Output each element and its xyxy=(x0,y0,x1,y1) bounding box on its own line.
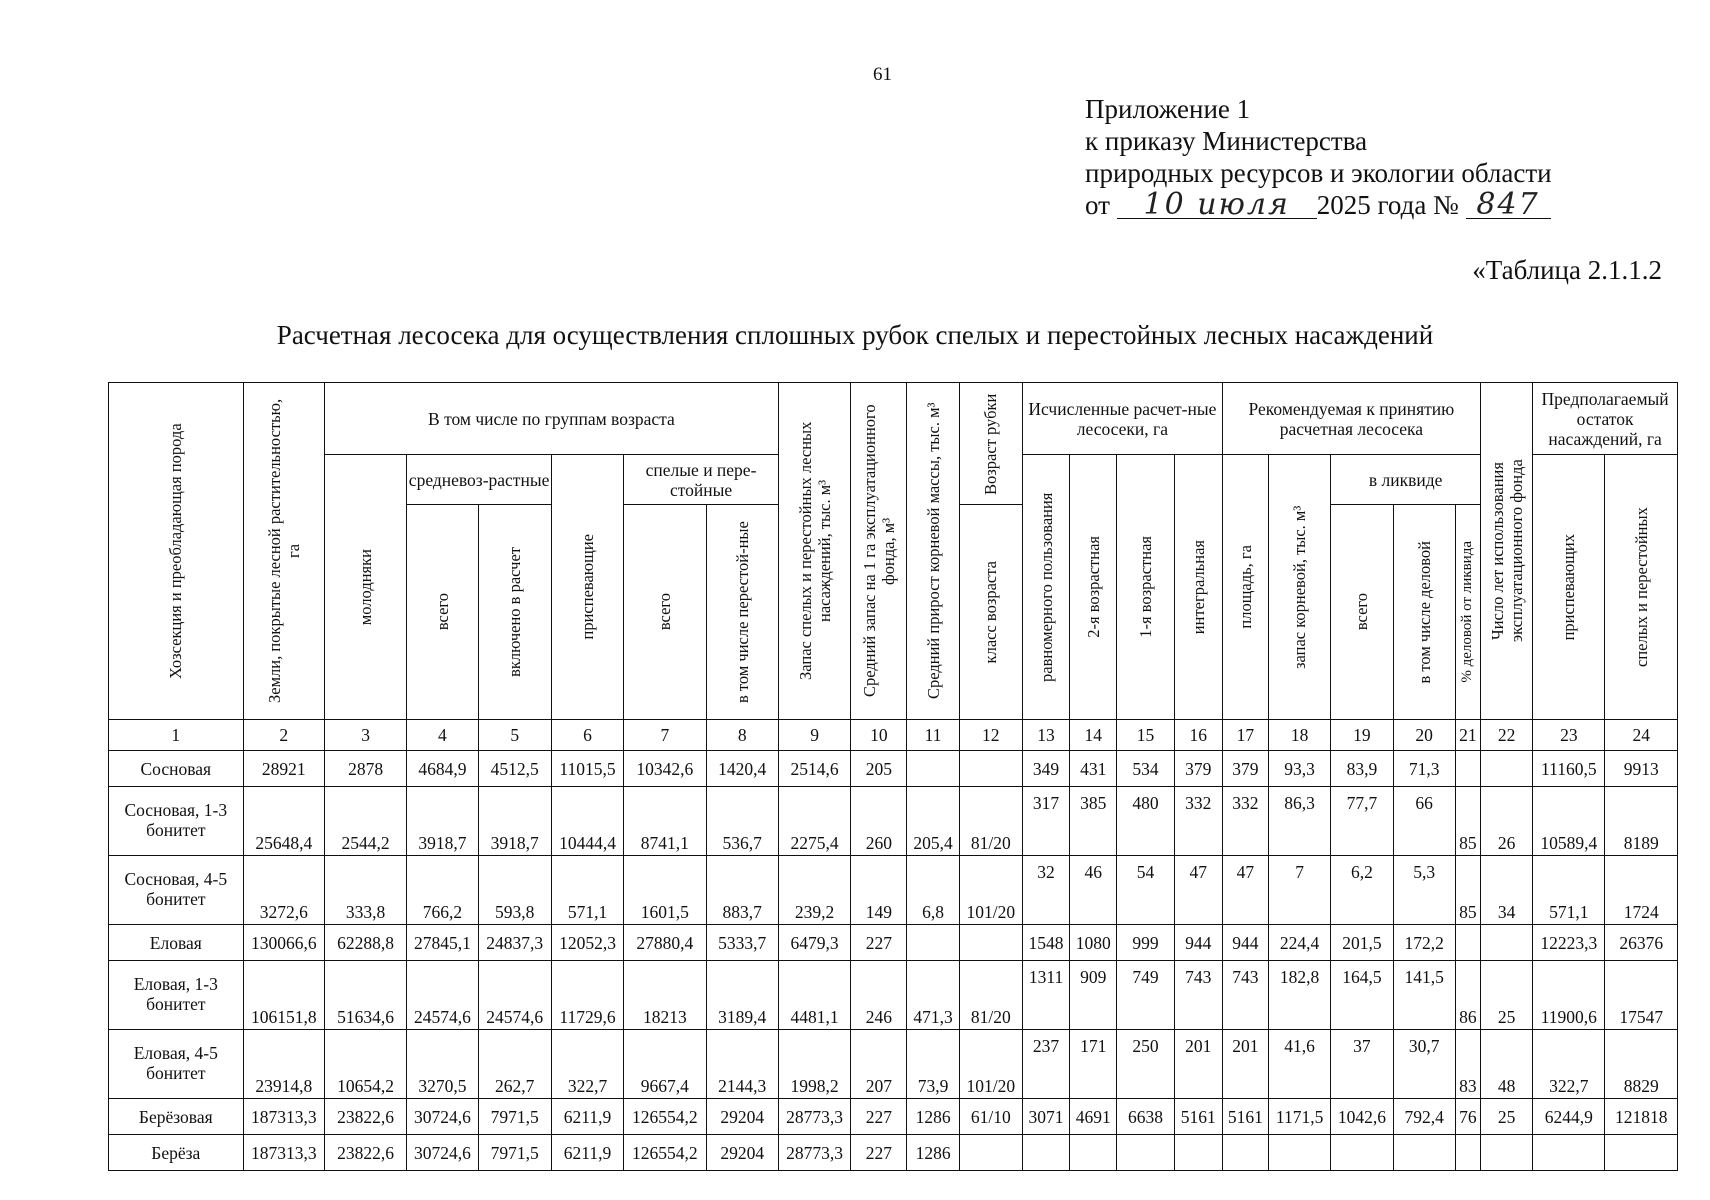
col-number: 13 xyxy=(1022,720,1069,751)
cell-col-5: 24837,3 xyxy=(478,925,551,961)
cell-col-22: 48 xyxy=(1480,1030,1532,1099)
cell-col-16: 743 xyxy=(1174,961,1222,1030)
cell-col-14: 46 xyxy=(1070,856,1117,925)
cell-col-3: 10654,2 xyxy=(324,1030,406,1099)
appendix-line-1: Приложение 1 xyxy=(1085,94,1251,124)
cell-col-10: 149 xyxy=(851,856,907,925)
cell-col-20: 172,2 xyxy=(1393,925,1455,961)
cell-col-22: 26 xyxy=(1480,787,1532,856)
cell-col-2: 25648,4 xyxy=(243,787,324,856)
cell-col-17: 332 xyxy=(1222,787,1268,856)
cell-col-5: 3918,7 xyxy=(478,787,551,856)
header-forest-land: Земли, покрытые лесной растительностью, га xyxy=(243,383,324,720)
cell-col-20: 66 xyxy=(1393,787,1455,856)
cell-col-8: 536,7 xyxy=(706,787,778,856)
table-row xyxy=(109,856,1678,925)
cell-col-19: 77,7 xyxy=(1331,787,1393,856)
cell-col-3: 2878 xyxy=(324,751,406,787)
cell-col-19: 1042,6 xyxy=(1331,1099,1393,1135)
cell-col-13 xyxy=(1022,1135,1069,1171)
cell-col-9: 28773,3 xyxy=(778,1099,850,1135)
col-number: 17 xyxy=(1222,720,1268,751)
cell-col-8: 3189,4 xyxy=(706,961,778,1030)
cell-col-2: 187313,3 xyxy=(243,1135,324,1171)
cell-col-14: 385 xyxy=(1070,787,1117,856)
cell-col-23: 12223,3 xyxy=(1533,925,1605,961)
cell-col-5: 593,8 xyxy=(478,856,551,925)
row-species: Берёзовая xyxy=(109,1099,244,1135)
cell-col-6: 571,1 xyxy=(551,856,623,925)
cell-col-11: 205,4 xyxy=(907,787,959,856)
header-species: Хозсекция и преобладающая порода xyxy=(109,383,244,720)
cell-col-18: 7 xyxy=(1268,856,1330,925)
header-liquid-total: всего xyxy=(1331,505,1393,720)
header-maturing: приспевающие xyxy=(551,455,623,720)
col-number: 15 xyxy=(1117,720,1174,751)
cell-col-11: 1286 xyxy=(907,1099,959,1135)
appendix-line-3: природных ресурсов и экологии области xyxy=(1085,158,1552,188)
header-second-age: 2-я возрастная xyxy=(1070,455,1117,720)
cell-col-3: 51634,6 xyxy=(324,961,406,1030)
cell-col-8: 29204 xyxy=(706,1099,778,1135)
cell-col-22 xyxy=(1480,751,1532,787)
table-row xyxy=(109,1030,1678,1099)
header-integral: интегральная xyxy=(1174,455,1222,720)
cell-col-7: 9667,4 xyxy=(624,1030,706,1099)
page-number: 61 xyxy=(873,64,892,85)
cell-col-8: 29204 xyxy=(706,1135,778,1171)
header-middle-aged: средневоз-растные xyxy=(407,455,552,505)
cell-col-17: 379 xyxy=(1222,751,1268,787)
cell-col-18: 93,3 xyxy=(1268,751,1330,787)
cell-col-2: 187313,3 xyxy=(243,1099,324,1135)
col-number: 9 xyxy=(778,720,850,751)
cell-col-24: 121818 xyxy=(1605,1099,1678,1135)
cell-col-23: 10589,4 xyxy=(1533,787,1605,856)
header-years-of-use: Число лет использования эксплуатационного фонда xyxy=(1480,383,1532,720)
cell-col-11 xyxy=(907,751,959,787)
cell-col-3: 23822,6 xyxy=(324,1099,406,1135)
cell-col-12: 101/20 xyxy=(959,1030,1022,1099)
cell-col-21: 86 xyxy=(1455,961,1480,1030)
cell-col-12 xyxy=(959,751,1022,787)
cell-col-9: 6479,3 xyxy=(778,925,850,961)
cell-col-4: 30724,6 xyxy=(407,1135,478,1171)
cell-col-3: 333,8 xyxy=(324,856,406,925)
cell-col-5: 262,7 xyxy=(478,1030,551,1099)
cell-col-16: 332 xyxy=(1174,787,1222,856)
document-title: Расчетная лесосека для осуществления сплошных рубок спелых и перестойных лесных насаждений xyxy=(276,320,1434,350)
cell-col-15 xyxy=(1117,1135,1174,1171)
cell-col-16: 944 xyxy=(1174,925,1222,961)
cutting-area-table xyxy=(108,382,1678,1171)
cell-col-9: 2275,4 xyxy=(778,787,850,856)
header-middle-included: включено в расчет xyxy=(478,505,551,720)
cell-col-23: 11160,5 xyxy=(1533,751,1605,787)
col-number: 7 xyxy=(624,720,706,751)
table-row xyxy=(109,961,1678,1030)
cell-col-20 xyxy=(1393,1135,1455,1171)
header-uniform-use: равномерного пользования xyxy=(1022,455,1069,720)
cell-col-17: 47 xyxy=(1222,856,1268,925)
col-number: 16 xyxy=(1174,720,1222,751)
cell-col-21: 83 xyxy=(1455,1030,1480,1099)
cell-col-4: 4684,9 xyxy=(407,751,478,787)
cell-col-10: 260 xyxy=(851,787,907,856)
cell-col-22: 34 xyxy=(1480,856,1532,925)
handwritten-number: 847 xyxy=(1466,192,1551,219)
cell-col-7: 8741,1 xyxy=(624,787,706,856)
cell-col-4: 30724,6 xyxy=(407,1099,478,1135)
cell-col-23: 571,1 xyxy=(1533,856,1605,925)
col-number: 4 xyxy=(407,720,478,751)
header-remain-maturing: приспевающих xyxy=(1533,455,1605,720)
cell-col-21: 85 xyxy=(1455,856,1480,925)
cell-col-21: 85 xyxy=(1455,787,1480,856)
cell-col-8: 5333,7 xyxy=(706,925,778,961)
appendix-date-line xyxy=(1085,189,1552,221)
col-number: 23 xyxy=(1533,720,1605,751)
cell-col-15: 6638 xyxy=(1117,1099,1174,1135)
cell-col-6: 6211,9 xyxy=(551,1099,623,1135)
cell-col-10: 246 xyxy=(851,961,907,1030)
cell-col-8: 1420,4 xyxy=(706,751,778,787)
cell-col-22: 25 xyxy=(1480,961,1532,1030)
col-number: 22 xyxy=(1480,720,1532,751)
cell-col-5: 7971,5 xyxy=(478,1135,551,1171)
header-root-stock: запас корневой, тыс. м³ xyxy=(1268,455,1330,720)
cell-col-9: 28773,3 xyxy=(778,1135,850,1171)
cell-col-15: 250 xyxy=(1117,1030,1174,1099)
cell-col-21 xyxy=(1455,751,1480,787)
header-first-age: 1-я возрастная xyxy=(1117,455,1174,720)
cell-col-17 xyxy=(1222,1135,1268,1171)
cell-col-24: 9913 xyxy=(1605,751,1678,787)
cell-col-5: 24574,6 xyxy=(478,961,551,1030)
cell-col-2: 28921 xyxy=(243,751,324,787)
cell-col-7: 27880,4 xyxy=(624,925,706,961)
cell-col-14: 171 xyxy=(1070,1030,1117,1099)
cell-col-4: 3270,5 xyxy=(407,1030,478,1099)
cell-col-19 xyxy=(1331,1135,1393,1171)
cell-col-7: 18213 xyxy=(624,961,706,1030)
cell-col-5: 7971,5 xyxy=(478,1099,551,1135)
cell-col-12 xyxy=(959,1135,1022,1171)
cell-col-13: 1311 xyxy=(1022,961,1069,1030)
cell-col-6: 11015,5 xyxy=(551,751,623,787)
table-label: «Таблица 2.1.1.2 xyxy=(1472,255,1662,285)
col-number: 24 xyxy=(1605,720,1678,751)
header-cutting-age: Возраст рубки xyxy=(959,383,1022,505)
table-row xyxy=(109,1135,1678,1171)
col-number: 10 xyxy=(851,720,907,751)
header-calculated-areas: Исчисленные расчет-ные лесосеки, га xyxy=(1022,383,1222,455)
cell-col-21 xyxy=(1455,1135,1480,1171)
cell-col-12 xyxy=(959,925,1022,961)
cell-col-7: 126554,2 xyxy=(624,1135,706,1171)
cell-col-20: 71,3 xyxy=(1393,751,1455,787)
cell-col-19: 201,5 xyxy=(1331,925,1393,961)
cell-col-19: 83,9 xyxy=(1331,751,1393,787)
header-middle-total: всего xyxy=(407,505,478,720)
cell-col-24: 1724 xyxy=(1605,856,1678,925)
cell-col-9: 4481,1 xyxy=(778,961,850,1030)
cell-col-24: 8829 xyxy=(1605,1030,1678,1099)
table-row xyxy=(109,751,1678,787)
cell-col-15: 534 xyxy=(1117,751,1174,787)
cell-col-20: 141,5 xyxy=(1393,961,1455,1030)
cell-col-24: 26376 xyxy=(1605,925,1678,961)
cell-col-20: 792,4 xyxy=(1393,1099,1455,1135)
cell-col-10: 227 xyxy=(851,1135,907,1171)
header-mature-stock: Запас спелых и перестойных лесных насаждений, тыс. м³ xyxy=(778,383,850,720)
cell-col-6: 6211,9 xyxy=(551,1135,623,1171)
cell-col-6: 11729,6 xyxy=(551,961,623,1030)
cell-col-19: 164,5 xyxy=(1331,961,1393,1030)
cell-col-15: 480 xyxy=(1117,787,1174,856)
cell-col-3: 62288,8 xyxy=(324,925,406,961)
cell-col-21: 76 xyxy=(1455,1099,1480,1135)
table-row xyxy=(109,925,1678,961)
cell-col-17: 944 xyxy=(1222,925,1268,961)
cell-col-10: 227 xyxy=(851,1099,907,1135)
cell-col-15: 749 xyxy=(1117,961,1174,1030)
header-remain-mature: спелых и перестойных xyxy=(1605,455,1678,720)
cell-col-12: 81/20 xyxy=(959,961,1022,1030)
cell-col-24: 8189 xyxy=(1605,787,1678,856)
cell-col-4: 3918,7 xyxy=(407,787,478,856)
cell-col-19: 37 xyxy=(1331,1030,1393,1099)
cell-col-14: 909 xyxy=(1070,961,1117,1030)
cell-col-20: 30,7 xyxy=(1393,1030,1455,1099)
cell-col-13: 32 xyxy=(1022,856,1069,925)
cell-col-13: 237 xyxy=(1022,1030,1069,1099)
header-liquid-business: в том числе деловой xyxy=(1393,505,1455,720)
cell-col-7: 126554,2 xyxy=(624,1099,706,1135)
cell-col-22 xyxy=(1480,1135,1532,1171)
cell-col-24: 17547 xyxy=(1605,961,1678,1030)
col-number: 1 xyxy=(109,720,244,751)
cell-col-2: 130066,6 xyxy=(243,925,324,961)
cell-col-12: 61/10 xyxy=(959,1099,1022,1135)
cell-col-23: 322,7 xyxy=(1533,1030,1605,1099)
cell-col-11: 471,3 xyxy=(907,961,959,1030)
cell-col-21 xyxy=(1455,925,1480,961)
header-age-groups: В том числе по группам возраста xyxy=(324,383,778,455)
appendix-line-2: к приказу Министерства xyxy=(1085,126,1368,156)
col-number: 3 xyxy=(324,720,406,751)
col-number: 18 xyxy=(1268,720,1330,751)
header-area-ha: площадь, га xyxy=(1222,455,1268,720)
cell-col-24 xyxy=(1605,1135,1678,1171)
cell-col-2: 23914,8 xyxy=(243,1030,324,1099)
col-number: 2 xyxy=(243,720,324,751)
cell-col-17: 201 xyxy=(1222,1030,1268,1099)
cell-col-9: 2514,6 xyxy=(778,751,850,787)
cell-col-8: 2144,3 xyxy=(706,1030,778,1099)
handwritten-date: 10 июля xyxy=(1117,192,1317,219)
row-species: Сосновая, 4-5 бонитет xyxy=(109,856,244,925)
row-species: Еловая, 1-3 бонитет xyxy=(109,961,244,1030)
row-species: Еловая, 4-5 бонитет xyxy=(109,1030,244,1099)
header-avg-growth: Средний прирост корневой массы, тыс. м³ xyxy=(907,383,959,720)
cell-col-22: 25 xyxy=(1480,1099,1532,1135)
cell-col-16: 379 xyxy=(1174,751,1222,787)
col-number: 21 xyxy=(1455,720,1480,751)
table-row xyxy=(109,1099,1678,1135)
cell-col-13: 3071 xyxy=(1022,1099,1069,1135)
cell-col-17: 5161 xyxy=(1222,1099,1268,1135)
col-number: 5 xyxy=(478,720,551,751)
col-number: 12 xyxy=(959,720,1022,751)
cell-col-15: 999 xyxy=(1117,925,1174,961)
header-young: молодняки xyxy=(324,455,406,720)
data-rows xyxy=(109,751,1678,1171)
cell-col-14: 1080 xyxy=(1070,925,1117,961)
cell-col-10: 207 xyxy=(851,1030,907,1099)
col-number: 19 xyxy=(1331,720,1393,751)
cell-col-11: 73,9 xyxy=(907,1030,959,1099)
year-text: 2025 года № xyxy=(1316,190,1459,220)
cell-col-14 xyxy=(1070,1135,1117,1171)
row-species: Сосновая, 1-3 бонитет xyxy=(109,787,244,856)
cell-col-16 xyxy=(1174,1135,1222,1171)
cell-col-9: 239,2 xyxy=(778,856,850,925)
cell-col-17: 743 xyxy=(1222,961,1268,1030)
cell-col-2: 106151,8 xyxy=(243,961,324,1030)
header-in-liquid: в ликвиде xyxy=(1331,455,1481,505)
header-remainder: Предполагаемый остаток насаждений, га xyxy=(1533,383,1678,455)
col-number: 14 xyxy=(1070,720,1117,751)
cell-col-9: 1998,2 xyxy=(778,1030,850,1099)
col-number: 20 xyxy=(1393,720,1455,751)
cell-col-5: 4512,5 xyxy=(478,751,551,787)
cell-col-11 xyxy=(907,925,959,961)
cell-col-18: 86,3 xyxy=(1268,787,1330,856)
cell-col-7: 10342,6 xyxy=(624,751,706,787)
header-mature-overmature: спелые и пере-стойные xyxy=(624,455,779,505)
cell-col-13: 349 xyxy=(1022,751,1069,787)
col-number: 8 xyxy=(706,720,778,751)
cell-col-12: 101/20 xyxy=(959,856,1022,925)
column-numbers-row xyxy=(109,720,1678,751)
header-avg-stock: Средний запас на 1 га эксплуатационного фонда, м³ xyxy=(851,383,907,720)
cell-col-14: 431 xyxy=(1070,751,1117,787)
cell-col-10: 227 xyxy=(851,925,907,961)
cell-col-18 xyxy=(1268,1135,1330,1171)
cell-col-10: 205 xyxy=(851,751,907,787)
cell-col-16: 201 xyxy=(1174,1030,1222,1099)
header-overmature: в том числе перестой-ные xyxy=(706,505,778,720)
cell-col-18: 41,6 xyxy=(1268,1030,1330,1099)
cell-col-18: 1171,5 xyxy=(1268,1099,1330,1135)
header-recommended-area: Рекомендуемая к принятию расчетная лесосека xyxy=(1222,383,1480,455)
cell-col-22 xyxy=(1480,925,1532,961)
cell-col-16: 5161 xyxy=(1174,1099,1222,1135)
header-age-class: класс возраста xyxy=(959,505,1022,720)
cell-col-4: 766,2 xyxy=(407,856,478,925)
cell-col-4: 27845,1 xyxy=(407,925,478,961)
cell-col-6: 10444,4 xyxy=(551,787,623,856)
header-mature-total: всего xyxy=(624,505,706,720)
row-species: Еловая xyxy=(109,925,244,961)
cell-col-3: 23822,6 xyxy=(324,1135,406,1171)
cell-col-18: 224,4 xyxy=(1268,925,1330,961)
cell-col-23 xyxy=(1533,1135,1605,1171)
cell-col-13: 317 xyxy=(1022,787,1069,856)
cell-col-23: 11900,6 xyxy=(1533,961,1605,1030)
cell-col-11: 1286 xyxy=(907,1135,959,1171)
row-species: Берёза xyxy=(109,1135,244,1171)
cell-col-6: 322,7 xyxy=(551,1030,623,1099)
cell-col-3: 2544,2 xyxy=(324,787,406,856)
cell-col-6: 12052,3 xyxy=(551,925,623,961)
cell-col-20: 5,3 xyxy=(1393,856,1455,925)
cell-col-8: 883,7 xyxy=(706,856,778,925)
cell-col-12: 81/20 xyxy=(959,787,1022,856)
table-row xyxy=(109,787,1678,856)
cell-col-19: 6,2 xyxy=(1331,856,1393,925)
cell-col-13: 1548 xyxy=(1022,925,1069,961)
cell-col-15: 54 xyxy=(1117,856,1174,925)
cell-col-4: 24574,6 xyxy=(407,961,478,1030)
cell-col-23: 6244,9 xyxy=(1533,1099,1605,1135)
col-number: 11 xyxy=(907,720,959,751)
col-number: 6 xyxy=(551,720,623,751)
row-species: Сосновая xyxy=(109,751,244,787)
cell-col-16: 47 xyxy=(1174,856,1222,925)
cell-col-18: 182,8 xyxy=(1268,961,1330,1030)
appendix-block xyxy=(1085,93,1552,221)
header-business-percent: % деловой от ликвида xyxy=(1455,505,1480,720)
from-label: от xyxy=(1085,190,1110,220)
cell-col-7: 1601,5 xyxy=(624,856,706,925)
cell-col-14: 4691 xyxy=(1070,1099,1117,1135)
cell-col-2: 3272,6 xyxy=(243,856,324,925)
cell-col-11: 6,8 xyxy=(907,856,959,925)
